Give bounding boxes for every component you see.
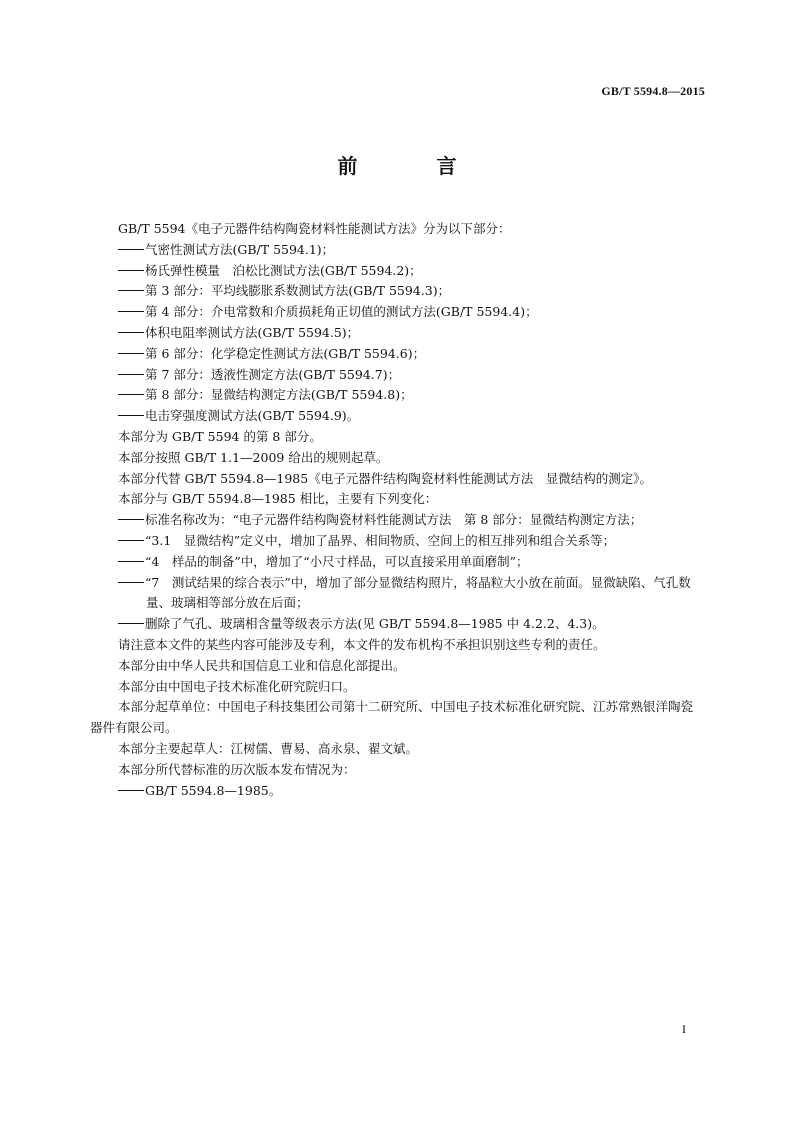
dash-marker (118, 790, 144, 791)
dash-marker (118, 249, 144, 250)
list-item: 气密性测试方法(GB/T 5594.1)； (90, 240, 704, 261)
change-item: 标准名称改为：“电子元器件结构陶瓷材料性能测试方法 第 8 部分：显微结构测定方法； (90, 510, 704, 531)
dash-marker (118, 353, 144, 354)
drafting-units: 本部分起草单位：中国电子科技集团公司第十二研究所、中国电子技术标准化研究院、江苏常熟银洋陶瓷器件有限公司。 (90, 699, 694, 736)
intro-paragraph: GB/T 5594《电子元器件结构陶瓷材料性能测试方法》分为以下部分： (118, 221, 511, 236)
list-item: 第 6 部分：化学稳定性测试方法(GB/T 5594.6)； (90, 344, 704, 365)
dash-marker (118, 561, 144, 562)
list-item: 第 3 部分：平均线膨胀系数测试方法(GB/T 5594.3)； (90, 281, 704, 302)
history-item: GB/T 5594.8—1985。 (90, 781, 704, 802)
patent-notice: 请注意本文件的某些内容可能涉及专利，本文件的发布机构不承担识别这些专利的责任。 (118, 636, 606, 652)
dash-marker (118, 374, 144, 375)
dash-marker (118, 311, 144, 312)
change-item: 删除了气孔、玻璃相含量等级表示方法(见 GB/T 5594.8—1985 中 4.2.2、4.3)。 (90, 614, 704, 635)
change-item: “7 测试结果的综合表示”中，增加了部分显微结构照片，将晶粒大小放在前面。显微缺陷、气孔数量、玻璃相等部分放在后面； (90, 573, 704, 615)
dash-marker (118, 270, 144, 271)
paragraph: 本部分代替 GB/T 5594.8—1985《电子元器件结构陶瓷材料性能测试方法 显微结构的测定》。 (118, 470, 652, 486)
dash-marker (118, 332, 144, 333)
paragraph: 本部分按照 GB/T 1.1—2009 给出的规则起草。 (118, 449, 389, 465)
list-item: 第 4 部分：介电常数和介质损耗角正切值的测试方法(GB/T 5594.4)； (90, 302, 704, 323)
change-item: “4 样品的制备”中，增加了“小尺寸样品，可以直接采用单面磨制”； (90, 552, 704, 573)
paragraph: 本部分为 GB/T 5594 的第 8 部分。 (118, 428, 322, 444)
dash-marker (118, 582, 144, 583)
page-number: I (682, 1022, 686, 1036)
dash-marker (118, 290, 144, 291)
standard-code: GB/T 5594.8—2015 (601, 84, 705, 98)
drafters: 本部分主要起草人：江树儒、曹易、高永泉、翟文斌。 (118, 740, 419, 756)
dash-marker (118, 540, 144, 541)
dash-marker (118, 415, 144, 416)
change-item: “3.1 显微结构”定义中，增加了晶界、相间物质、空间上的相互排列和组合关系等； (90, 531, 704, 552)
foreword-body (90, 219, 704, 801)
dash-marker (118, 623, 144, 624)
paragraph: 本部分所代替标准的历次版本发布情况为： (118, 761, 356, 777)
paragraph: 本部分与 GB/T 5594.8—1985 相比，主要有下列变化： (118, 491, 438, 507)
list-item: 体积电阻率测试方法(GB/T 5594.5)； (90, 323, 704, 344)
dash-marker (118, 519, 144, 520)
list-item: 第 8 部分：显微结构测定方法(GB/T 5594.8)； (90, 385, 704, 406)
list-item: 第 7 部分：透液性测定方法(GB/T 5594.7)； (90, 365, 704, 386)
list-item: 电击穿强度测试方法(GB/T 5594.9)。 (90, 406, 704, 427)
paragraph: 本部分由中华人民共和国信息工业和信息化部提出。 (118, 657, 406, 673)
page-title: 前 言 (337, 154, 493, 178)
paragraph: 本部分由中国电子技术标准化研究院归口。 (118, 678, 356, 694)
list-item: 杨氏弹性模量 泊松比测试方法(GB/T 5594.2)； (90, 261, 704, 282)
dash-marker (118, 394, 144, 395)
